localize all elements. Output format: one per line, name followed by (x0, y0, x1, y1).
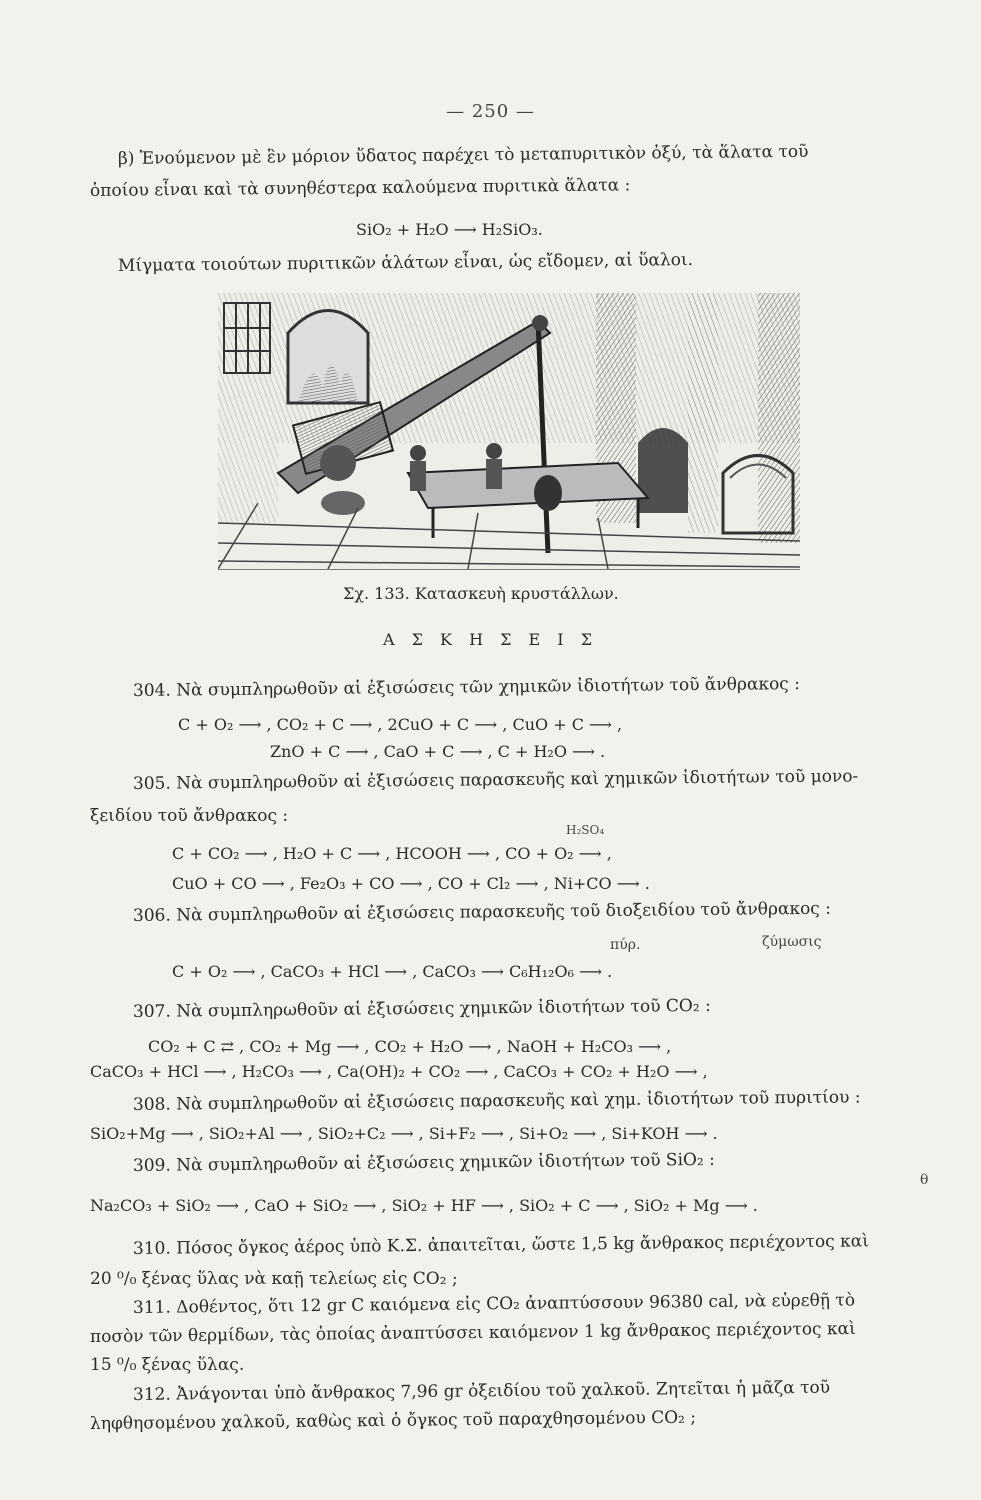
exercise-309-text: 309. Νὰ συμπληρωθοῦν αἱ ἐξισώσεις χημικῶν ἰδιοτήτων τοῦ SiO₂ : (132, 1149, 715, 1176)
exercise-304-eq1: C + O₂ ⟶ , CO₂ + C ⟶ , 2CuO + C ⟶ , CuO + C ⟶ , (178, 715, 623, 734)
exercise-307-eq2: CaCO₃ + HCl ⟶ , H₂CO₃ ⟶ , Ca(OH)₂ + CO₂ ⟶ , CaCO₃ + CO₂ + H₂O ⟶ , (90, 1062, 708, 1081)
exercise-304-eq2: ZnO + C ⟶ , CaO + C ⟶ , C + H₂O ⟶ . (270, 742, 606, 761)
intro-line-1: β) Ἑνούμενον μὲ ἓν μόριον ὕδατος παρέχει τὸ μεταπυριτικὸν ὀξύ, τὰ ἅλατα τοῦ (117, 141, 809, 169)
section-title: Α Σ Κ Η Σ Ε Ι Σ (383, 630, 598, 649)
exercise-309-condition-heat: θ (920, 1172, 929, 1188)
exercise-310-line-1: 310. Πόσος ὄγκος ἀέρος ὑπὸ Κ.Σ. ἀπαιτεῖται, ὥστε 1,5 kg ἄνθρακος περιέχοντος καὶ (132, 1231, 869, 1259)
exercise-306-text: 306. Νὰ συμπληρωθοῦν αἱ ἐξισώσεις παρασκευῆς τοῦ διοξειδίου τοῦ ἄνθρακος : (132, 898, 832, 926)
exercise-305-eq1: C + CO₂ ⟶ , H₂O + C ⟶ , HCOOH ⟶ , CO + O₂ ⟶ , (172, 844, 612, 863)
engraving-drawing (218, 293, 800, 569)
exercise-310-line-2: 20 ⁰/₀ ξένας ὕλας νὰ καῇ τελείως εἰς CO₂ ; (90, 1269, 458, 1289)
exercise-307-eq1: CO₂ + C ⇄ , CO₂ + Mg ⟶ , CO₂ + H₂O ⟶ , NaOH + H₂CO₃ ⟶ , (148, 1037, 672, 1056)
exercise-305-text-2: ξειδίου τοῦ ἄνθρακος : (90, 806, 289, 826)
exercise-306-condition-fermentation: ζύμωσις (762, 934, 822, 950)
exercise-311-line-1: 311. Δοθέντος, ὅτι 12 gr C καιόμενα εἰς CO₂ ἀναπτύσσουν 96380 cal, νὰ εὑρεθῇ τὸ (132, 1290, 856, 1318)
exercise-311-line-3: 15 ⁰/₀ ξένας ὕλας. (90, 1355, 245, 1375)
exercise-306-eq1: C + O₂ ⟶ , CaCO₃ + HCl ⟶ , CaCO₃ ⟶ C₆H₁₂O₆ ⟶ . (172, 962, 613, 981)
exercise-305-eq2: CuO + CO ⟶ , Fe₂O₃ + CO ⟶ , CO + Cl₂ ⟶ , Ni+CO ⟶ . (172, 874, 650, 893)
exercise-308-eq1: SiO₂+Mg ⟶ , SiO₂+Al ⟶ , SiO₂+C₂ ⟶ , Si+F₂ ⟶ , Si+O₂ ⟶ , Si+KOH ⟶ . (90, 1124, 718, 1143)
intro-line-2: ὁποίου εἶναι καὶ τὰ συνηθέστερα καλούμενα πυριτικὰ ἅλατα : (89, 175, 631, 201)
glass-works-illustration (218, 293, 800, 570)
exercise-311-line-2: ποσὸν τῶν θερμίδων, τὰς ὁποίας ἀναπτύσσει καιόμενον 1 kg ἄνθρακος περιέχοντος καὶ (89, 1318, 856, 1347)
figure-caption: Σχ. 133. Κατασκευὴ κρυστάλλων. (343, 584, 619, 603)
intro-equation: SiO₂ + H₂O ⟶ H₂SiO₃. (356, 220, 543, 239)
exercise-312-line-2: ληφθησομένου χαλκοῦ, καθὼς καὶ ὁ ὄγκος τοῦ παραχθησομένου CO₂ ; (89, 1407, 697, 1434)
exercise-305-catalyst: H₂SO₄ (566, 823, 605, 837)
page-number: — 250 — (446, 101, 535, 122)
exercise-309-eq1: Na₂CO₃ + SiO₂ ⟶ , CaO + SiO₂ ⟶ , SiO₂ + HF ⟶ , SiO₂ + C ⟶ , SiO₂ + Mg ⟶ . (90, 1196, 758, 1215)
exercise-306-condition-fire: πύρ. (610, 937, 641, 953)
exercise-312-line-1: 312. Ἀνάγονται ὑπὸ ἄνθρακος 7,96 gr ὀξειδίου τοῦ χαλκοῦ. Ζητεῖται ἡ μᾶζα τοῦ (132, 1377, 831, 1405)
exercise-305-text-1: 305. Νὰ συμπληρωθοῦν αἱ ἐξισώσεις παρασκευῆς καὶ χημικῶν ἰδιοτήτων τοῦ μονο- (132, 766, 859, 794)
exercise-304-text: 304. Νὰ συμπληρωθοῦν αἱ ἐξισώσεις τῶν χημικῶν ἰδιοτήτων τοῦ ἄνθρακος : (132, 674, 801, 701)
intro-line-3: Μίγματα τοιούτων πυριτικῶν ἁλάτων εἶναι, ὡς εἴδομεν, αἱ ὕαλοι. (117, 249, 694, 276)
exercise-308-text: 308. Νὰ συμπληρωθοῦν αἱ ἐξισώσεις παρασκευῆς καὶ χημ. ἰδιοτήτων τοῦ πυριτίου : (132, 1087, 861, 1115)
exercise-307-text: 307. Νὰ συμπληρωθοῦν αἱ ἐξισώσεις χημικῶν ἰδιοτήτων τοῦ CO₂ : (132, 995, 711, 1022)
